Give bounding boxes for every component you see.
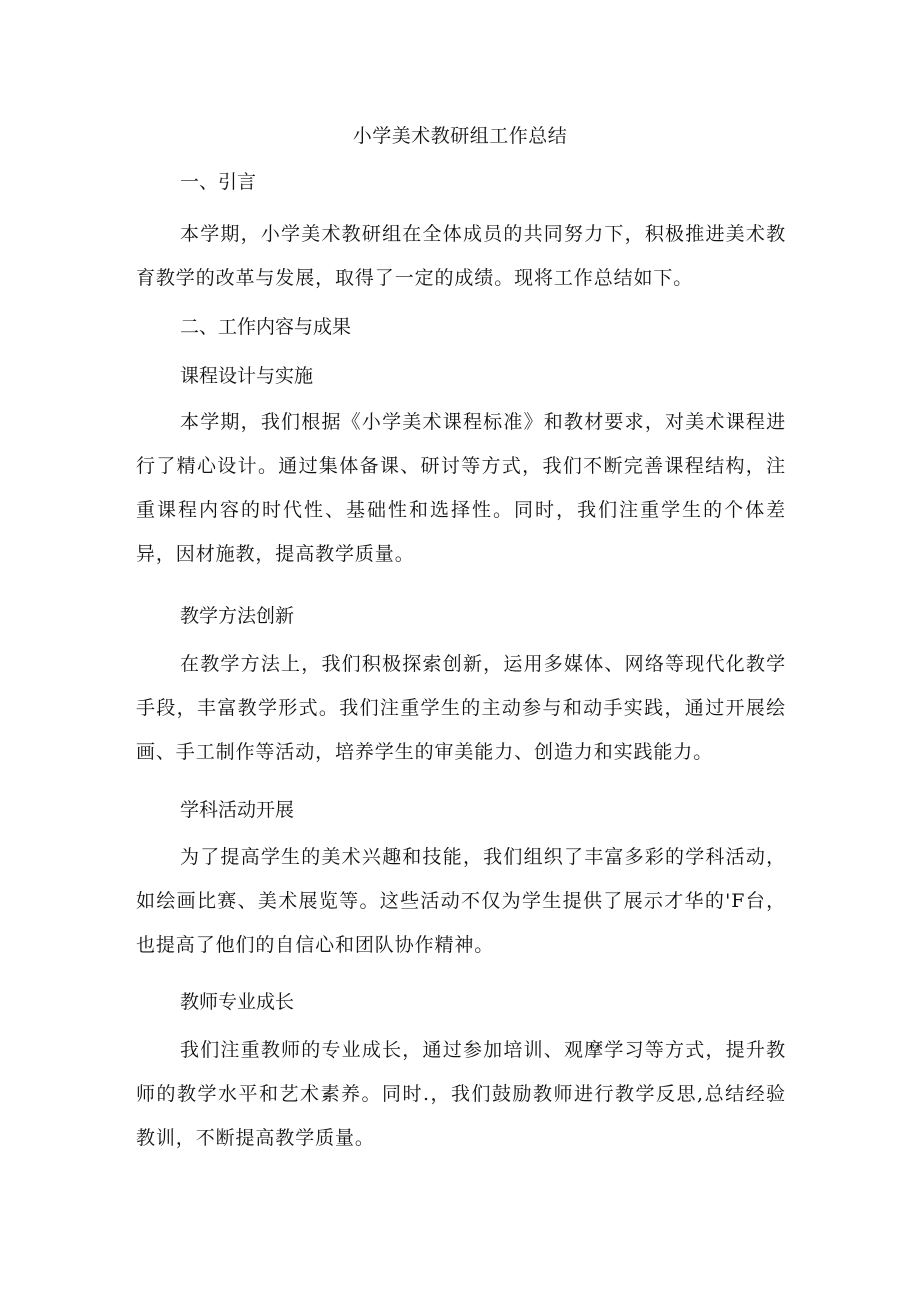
paragraph-subject-activities: 为了提高学生的美术兴趣和技能，我们组织了丰富多彩的学科活动，如绘画比赛、美术展览等。这些活动不仅为学生提供了展示才华的'F台，也提高了他们的自信心和团队协作精神。 bbox=[136, 846, 786, 956]
paragraph-teacher-growth: 我们注重教师的专业成长，通过参加培训、观摩学习等方式，提升教师的教学水平和艺术素养。同时.，我们鼓励教师进行教学反思,总结经验教训，不断提高教学质量。 bbox=[136, 1039, 786, 1149]
section-heading-intro: 一、引言 bbox=[180, 171, 257, 193]
subheading-subject-activities: 学科活动开展 bbox=[180, 799, 295, 821]
subheading-teaching-methods: 教学方法创新 bbox=[180, 605, 295, 627]
subheading-teacher-growth: 教师专业成长 bbox=[180, 991, 295, 1013]
paragraph-intro: 本学期，小学美术教研组在全体成员的共同努力下，积极推进美术教育教学的改革与发展，取得了一定的成绩。现将工作总结如下。 bbox=[136, 223, 786, 289]
document-title: 小学美术教研组工作总结 bbox=[352, 125, 568, 147]
subheading-course-design: 课程设计与实施 bbox=[180, 365, 314, 387]
paragraph-course-design: 本学期，我们根据《小学美术课程标准》和教材要求，对美术课程进行了精心设计。通过集体备课、研讨等方式，我们不断完善课程结构，注重课程内容的时代性、基础性和选择性。同时，我们注重学生的个体差异，因材施教，提高教学质量。 bbox=[136, 411, 786, 565]
section-heading-work: 二、工作内容与成果 bbox=[180, 316, 352, 338]
paragraph-teaching-methods: 在教学方法上，我们积极探索创新，运用多媒体、网络等现代化教学手段，丰富教学形式。我们注重学生的主动参与和动手实践，通过开展绘画、手工制作等活动，培养学生的审美能力、创造力和实践能力。 bbox=[136, 653, 786, 763]
